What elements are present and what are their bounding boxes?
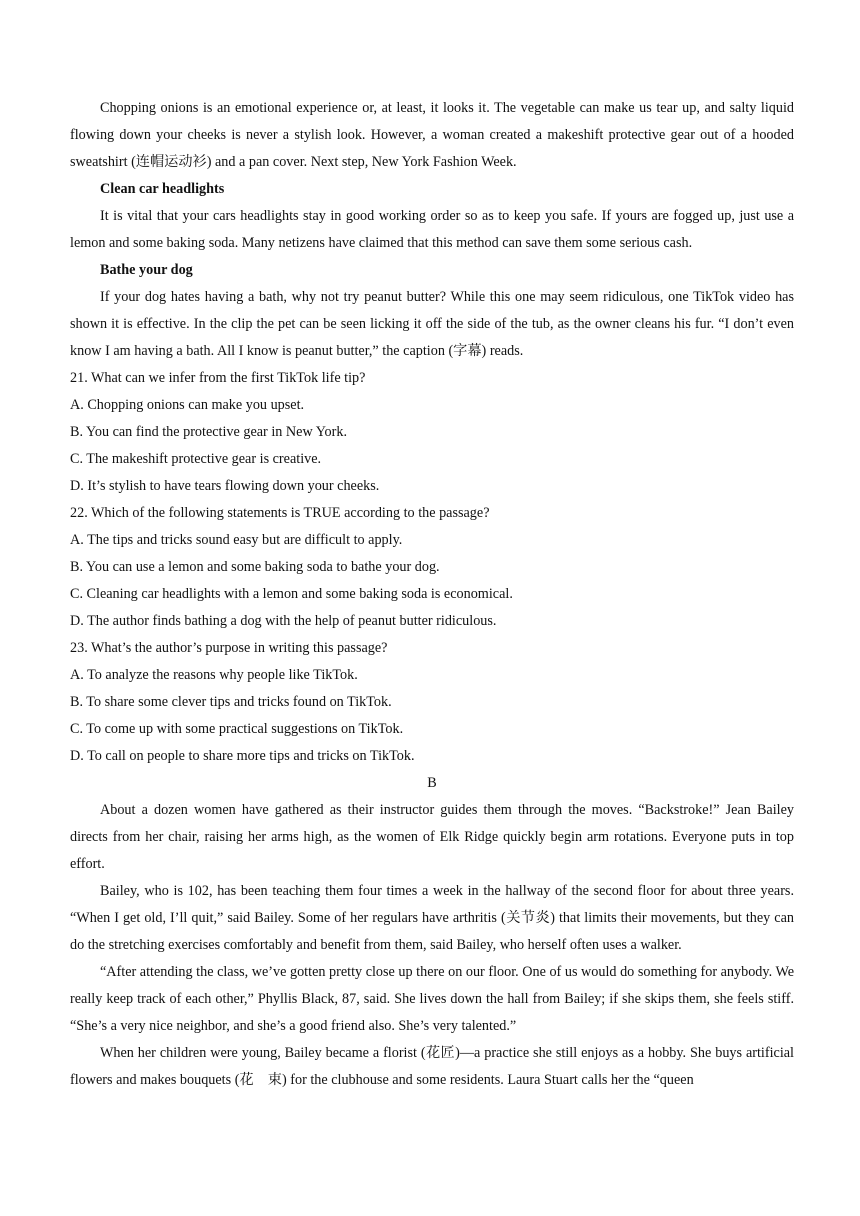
option-a: A. Chopping onions can make you upset.: [70, 397, 305, 413]
question-stem: 23. What’s the author’s purpose in writing this passage?: [70, 640, 388, 656]
passage-b-paragraph-1: About a dozen women have gathered as their instructor guides them through the moves. “Backstroke!” Jean Bailey directs from her chair, raising her arms high, as the women of Elk Ridge quickly begin arm rotations. Everyone puts in top effort.: [70, 802, 794, 872]
passage-b-paragraph-2: Bailey, who is 102, has been teaching them four times a week in the hallway of the second floor for about three years. “When I get old, I’ll quit,” said Bailey. Some of her regulars have arthritis (关节炎) that limits their movements, but they can do the stretching exercises comfortably and benefit from them, said Bailey, who herself often uses a walker.: [70, 883, 794, 953]
option-b: B. You can find the protective gear in New York.: [70, 424, 348, 440]
question-21: [70, 365, 794, 500]
section-letter: B: [427, 775, 437, 791]
exam-page: [70, 95, 794, 1094]
passage-a-intro: Chopping onions is an emotional experience or, at least, it looks it. The vegetable can make us tear up, and salty liquid flowing down your cheeks is never a stylish look. However, a woman created a makeshift protective gear out of a hooded sweatshirt (连帽运动衫) and a pan cover. Next step, New York Fashion Week.: [70, 100, 794, 170]
question-22: [70, 500, 794, 635]
option-b: B. You can use a lemon and some baking soda to bathe your dog.: [70, 559, 440, 575]
passage-b-paragraph-3: “After attending the class, we’ve gotten pretty close up there on our floor. One of us would do something for anybody. We really keep track of each other,” Phyllis Black, 87, said. She lives down the hall from Bailey; if she skips them, she feels stiff. “She’s a very nice neighbor, and she’s a good friend also. She’s very talented.”: [70, 964, 794, 1034]
option-b: B. To share some clever tips and tricks found on TikTok.: [70, 694, 392, 710]
tip-dog-heading: Bathe your dog: [100, 262, 193, 278]
option-d: D. It’s stylish to have tears flowing down your cheeks.: [70, 478, 380, 494]
question-stem: 22. Which of the following statements is TRUE according to the passage?: [70, 505, 490, 521]
tip-headlights-heading: Clean car headlights: [100, 181, 225, 197]
tip-dog-text: If your dog hates having a bath, why not try peanut butter? While this one may seem ridiculous, one TikTok video has shown it is effective. In the clip the pet can be seen licking it off the side of the tub, as the owner cleans his fur. “I don’t even know I am having a bath. All I know is peanut butter,” the caption (字幕) reads.: [70, 289, 794, 359]
option-a: A. To analyze the reasons why people like TikTok.: [70, 667, 358, 683]
question-stem: 21. What can we infer from the first TikTok life tip?: [70, 370, 366, 386]
option-d: D. The author finds bathing a dog with the help of peanut butter ridiculous.: [70, 613, 497, 629]
option-a: A. The tips and tricks sound easy but are difficult to apply.: [70, 532, 403, 548]
question-23: [70, 635, 794, 770]
tip-headlights-text: It is vital that your cars headlights stay in good working order so as to keep you safe. If yours are fogged up, just use a lemon and some baking soda. Many netizens have claimed that this method can save them some serious cash.: [70, 208, 794, 251]
option-c: C. Cleaning car headlights with a lemon and some baking soda is economical.: [70, 586, 513, 602]
passage-b-paragraph-4: When her children were young, Bailey became a florist (花匠)—a practice she still enjoys as a hobby. She buys artificial flowers and makes bouquets (花 束) for the clubhouse and some residents. Laura Stuart calls her the “queen: [70, 1045, 794, 1088]
option-d: D. To call on people to share more tips and tricks on TikTok.: [70, 748, 415, 764]
option-c: C. The makeshift protective gear is creative.: [70, 451, 322, 467]
option-c: C. To come up with some practical suggestions on TikTok.: [70, 721, 404, 737]
